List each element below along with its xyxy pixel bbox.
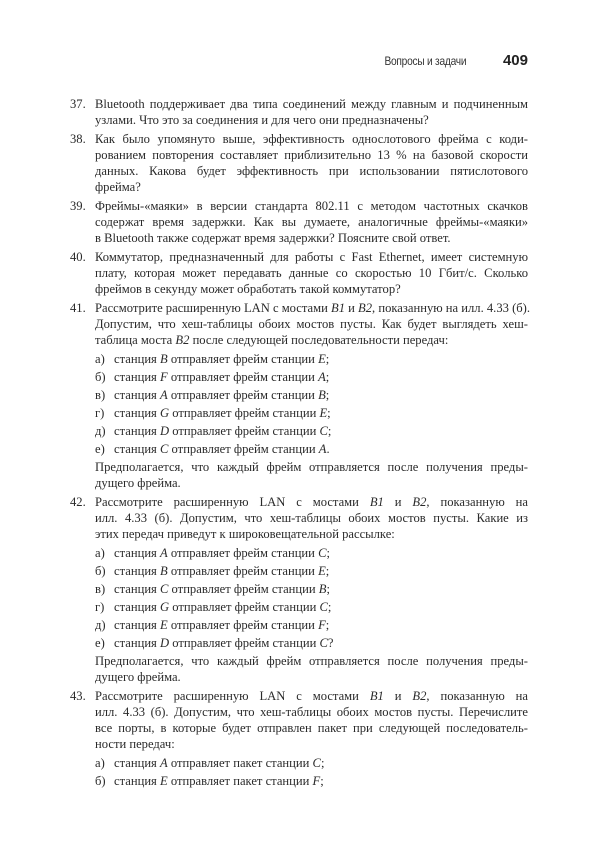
- list-item: [95, 617, 528, 633]
- italic-symbol: C: [319, 600, 328, 614]
- text-line: рованием повторения составляет приблизительно 13 % на базовой скорости: [95, 148, 528, 162]
- question: [70, 96, 528, 128]
- italic-symbol: B2: [175, 333, 190, 347]
- list-item: [95, 599, 528, 615]
- text-line: Рассмотрите расширенную LAN с мостами B1 и B2, показанную на илл. 4.33 (б).: [95, 301, 531, 315]
- text-line: д) станция E отправляет фрейм станции F;: [95, 618, 330, 632]
- text-line: Рассмотрите расширенную LAN с мостами B1 и B2, показанную на: [95, 689, 528, 703]
- text-line: ности передач:: [95, 737, 175, 751]
- text-line: илл. 4.33 (б). Допустим, что хеш-таблицы обоих мостов пусты. Перечислите: [95, 705, 528, 719]
- question-number: 39.: [70, 199, 86, 213]
- item-label: д): [95, 618, 106, 632]
- italic-symbol: D: [160, 424, 170, 438]
- italic-symbol: B: [318, 388, 326, 402]
- question: [70, 300, 531, 348]
- text-line: а) станция A отправляет фрейм станции C;: [95, 546, 330, 560]
- question-number: 38.: [70, 132, 86, 146]
- italic-symbol: A: [160, 388, 168, 402]
- text-line: е) станция D отправляет фрейм станции C?: [95, 636, 334, 650]
- list-item: [95, 563, 528, 579]
- italic-symbol: A: [318, 442, 327, 456]
- question-number: 40.: [70, 250, 86, 264]
- text-line: б) станция E отправляет пакет станции F;: [95, 774, 324, 788]
- text-line: Предполагается, что каждый фрейм отправляется после получения преды-: [95, 460, 528, 474]
- list-item: [95, 773, 528, 789]
- item-label: г): [95, 600, 105, 614]
- text-line: е) станция C отправляет фрейм станции A.: [95, 442, 330, 456]
- text-line: таблица моста B2 после следующей последовательности передач:: [95, 333, 449, 347]
- item-label: в): [95, 582, 106, 596]
- item-label: д): [95, 424, 106, 438]
- text-line: илл. 4.33 (б). Допустим, что хеш-таблицы обоих мостов пусты. Какие из: [95, 511, 528, 525]
- italic-symbol: G: [160, 406, 170, 420]
- text-line: д) станция D отправляет фрейм станции C;: [95, 424, 332, 438]
- text-line: содержат время задержки. Как вы думаете, аналогичные фреймы-«маяки»: [95, 215, 528, 229]
- list-item: [95, 441, 528, 457]
- note-paragraph: [70, 653, 528, 685]
- text-line: Предполагается, что каждый фрейм отправляется после получения преды-: [95, 654, 528, 668]
- item-label: а): [95, 756, 105, 770]
- text-line: плату, которая может передавать данные со скоростью 10 Гбит/с. Сколько: [95, 266, 528, 280]
- item-label: б): [95, 564, 106, 578]
- text-line: Bluetooth поддерживает два типа соединений между главным и подчиненным: [95, 97, 528, 111]
- italic-symbol: E: [160, 774, 168, 788]
- item-label: а): [95, 352, 105, 366]
- italic-symbol: B: [318, 582, 327, 596]
- text-line: узлами. Что это за соединения и для чего они предназначены?: [95, 113, 429, 127]
- page-number: 409: [502, 52, 528, 69]
- italic-symbol: B1: [369, 689, 384, 703]
- italic-symbol: B: [160, 352, 168, 366]
- list-item: [95, 755, 528, 771]
- running-header: [0, 52, 528, 72]
- text-line: этих передач приведут к широковещательной рассылке:: [95, 527, 395, 541]
- item-label: е): [95, 442, 105, 456]
- list-item: [95, 405, 528, 421]
- question: [70, 688, 528, 752]
- italic-symbol: B: [160, 564, 168, 578]
- text-line: дущего фрейма.: [95, 476, 181, 490]
- page-body: [70, 96, 531, 791]
- text-line: Фреймы-«маяки» в версии стандарта 802.11 с методом частотных скачков: [95, 199, 528, 213]
- list-item: [95, 635, 528, 651]
- italic-symbol: F: [312, 774, 321, 788]
- text-line: в Bluetooth также содержат время задержки? Поясните свой ответ.: [95, 231, 451, 245]
- list-item: [95, 369, 528, 385]
- question-number: 42.: [70, 495, 86, 509]
- question: [70, 249, 528, 297]
- text-line: в) станция A отправляет фрейм станции B;: [95, 388, 330, 402]
- section-title: Вопросы и задачи: [384, 54, 466, 68]
- italic-symbol: C: [318, 546, 327, 560]
- italic-symbol: E: [318, 352, 326, 366]
- list-item: [95, 351, 528, 367]
- text-line: а) станция B отправляет фрейм станции E;: [95, 352, 330, 366]
- item-label: б): [95, 370, 106, 384]
- text-line: дущего фрейма.: [95, 670, 181, 684]
- italic-symbol: B2: [412, 689, 427, 703]
- italic-symbol: B2: [358, 301, 373, 315]
- text-line: б) станция B отправляет фрейм станции E;: [95, 564, 330, 578]
- italic-symbol: E: [319, 406, 328, 420]
- italic-symbol: F: [318, 618, 326, 632]
- italic-symbol: C: [160, 442, 169, 456]
- italic-symbol: E: [318, 564, 326, 578]
- text-line: а) станция A отправляет пакет станции C;: [95, 756, 325, 770]
- italic-symbol: C: [160, 582, 169, 596]
- italic-symbol: G: [160, 600, 170, 614]
- list-item: [95, 387, 528, 403]
- italic-symbol: A: [160, 756, 168, 770]
- question-number: 41.: [70, 301, 86, 315]
- italic-symbol: E: [160, 618, 168, 632]
- list-item: [95, 581, 528, 597]
- question: [70, 198, 528, 246]
- item-label: а): [95, 546, 105, 560]
- text-line: Коммутатор, предназначенный для работы с Fast Ethernet, имеет системную: [95, 250, 528, 264]
- text-line: Как было упомянуто выше, эффективность однослотового фрейма с коди-: [95, 132, 528, 146]
- question-number: 37.: [70, 97, 86, 111]
- list-item: [95, 545, 528, 561]
- text-line: фреймов в секунду может обработать такой коммутатор?: [95, 282, 401, 296]
- item-label: б): [95, 774, 106, 788]
- item-label: в): [95, 388, 106, 402]
- text-line: данных. Какова будет эффективность при использовании пятислотового: [95, 164, 528, 178]
- italic-symbol: A: [160, 546, 168, 560]
- text-line: в) станция C отправляет фрейм станции B;: [95, 582, 330, 596]
- list-item: [95, 423, 528, 439]
- text-line: б) станция F отправляет фрейм станции A;: [95, 370, 330, 384]
- text-line: фрейма?: [95, 180, 141, 194]
- note-paragraph: [70, 459, 528, 491]
- item-label: е): [95, 636, 105, 650]
- italic-symbol: C: [319, 424, 328, 438]
- item-label: г): [95, 406, 105, 420]
- text-line: г) станция G отправляет фрейм станции E;: [95, 406, 331, 420]
- italic-symbol: C: [312, 756, 321, 770]
- text-line: г) станция G отправляет фрейм станции C;: [95, 600, 332, 614]
- italic-symbol: D: [160, 636, 170, 650]
- text-line: Допустим, что хеш-таблицы обоих мостов пусты. Как будет выглядеть хеш-: [95, 317, 528, 331]
- italic-symbol: A: [318, 370, 326, 384]
- italic-symbol: C: [319, 636, 328, 650]
- question: [70, 131, 528, 195]
- italic-symbol: B1: [331, 301, 345, 315]
- text-line: все порты, в которые будет отправлен пакет при следующей последователь-: [95, 721, 528, 735]
- text-line: Рассмотрите расширенную LAN с мостами B1 и B2, показанную на: [95, 495, 528, 509]
- italic-symbol: B2: [412, 495, 427, 509]
- question: [70, 494, 528, 542]
- italic-symbol: B1: [369, 495, 384, 509]
- italic-symbol: F: [160, 370, 168, 384]
- question-number: 43.: [70, 689, 86, 703]
